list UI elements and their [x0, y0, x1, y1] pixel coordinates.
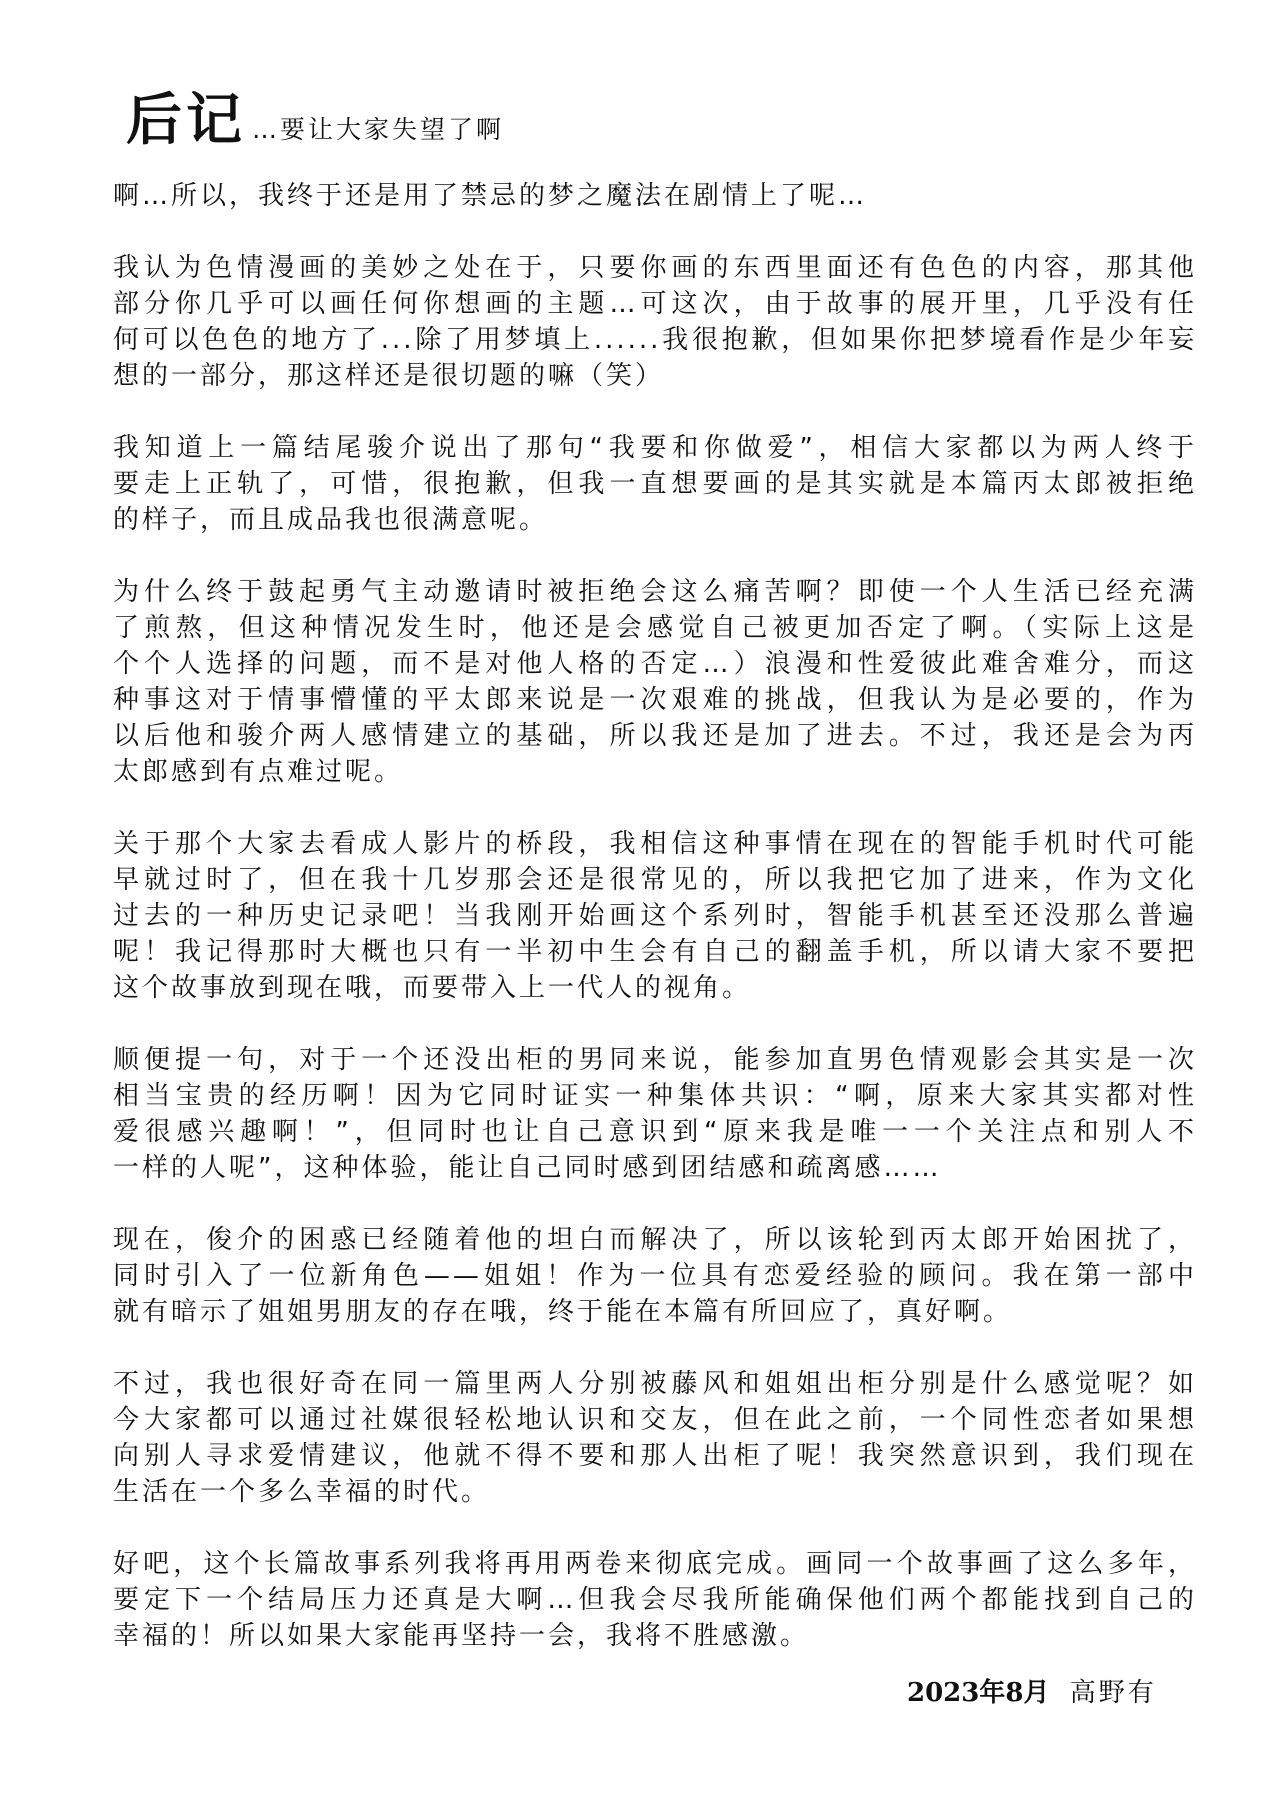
paragraph-line: 关于那个大家去看成人影片的桥段，我相信这种事情在现在的智能手机时代可能 [113, 829, 1197, 859]
paragraph-line: 相当宝贵的经历啊！因为它同时证实一种集体共识：“啊，原来大家其实都对性 [113, 1081, 1197, 1111]
paragraph-line: 生活在一个多么幸福的时代。 [113, 1477, 491, 1507]
paragraph [113, 430, 1197, 538]
paragraph-line: 呢！我记得那时大概也只有一半初中生会有自己的翻盖手机，所以请大家不要把 [113, 937, 1197, 967]
paragraph-line: 这个故事放到现在哦，而要带入上一代人的视角。 [113, 973, 752, 1003]
signature [907, 1675, 1157, 1711]
paragraph [113, 250, 1197, 394]
paragraph-line: 啊…所以，我终于还是用了禁忌的梦之魔法在剧情上了呢… [113, 181, 868, 211]
paragraph-line: 就有暗示了姐姐男朋友的存在哦，终于能在本篇有所回应了，真好啊。 [113, 1297, 1013, 1327]
paragraph [113, 1546, 1197, 1654]
paragraph-line: 早就过时了，但在我十几岁那会还是很常见的，所以我把它加了进来，作为文化 [113, 865, 1197, 895]
paragraph-line: 爱很感兴趣啊！”，但同时也让自己意识到“原来我是唯一一个关注点和别人不 [113, 1117, 1197, 1147]
paragraph-line: 同时引入了一位新角色——姐姐！作为一位具有恋爱经验的顾问。我在第一部中 [113, 1261, 1197, 1291]
paragraph-line: 幸福的！所以如果大家能再坚持一会，我将不胜感激。 [113, 1621, 810, 1651]
page-title: 后记 [126, 87, 246, 153]
paragraph-line: 何可以色色的地方了...除了用梦填上......我很抱歉，但如果你把梦境看作是少年妄 [113, 325, 1197, 355]
paragraph-line: 要走上正轨了，可惜，很抱歉，但我一直想要画的是其实就是本篇丙太郎被拒绝 [113, 469, 1197, 499]
paragraph-line: 个个人选择的问题，而不是对他人格的否定…）浪漫和性爱彼此难舍难分，而这 [113, 649, 1197, 679]
paragraph [113, 1366, 1197, 1510]
paragraph-line: 向别人寻求爱情建议，他就不得不要和那人出柜了呢！我突然意识到，我们现在 [113, 1441, 1197, 1471]
page-heading [126, 78, 505, 153]
paragraph [113, 826, 1197, 1006]
paragraph-line: 不过，我也很好奇在同一篇里两人分别被藤风和姐姐出柜分别是什么感觉呢？如 [113, 1369, 1197, 1399]
paragraph [113, 178, 1197, 214]
paragraph-line: 过去的一种历史记录吧！当我刚开始画这个系列时，智能手机甚至还没那么普遍 [113, 901, 1197, 931]
paragraph-line: 种事这对于情事懵懂的平太郎来说是一次艰难的挑战，但我认为是必要的，作为 [113, 685, 1197, 715]
paragraph-line: 的样子，而且成品我也很满意呢。 [113, 505, 549, 535]
afterword-body [113, 178, 1197, 1690]
paragraph-line: 我认为色情漫画的美妙之处在于，只要你画的东西里面还有色色的内容，那其他 [113, 253, 1197, 283]
signature-date: 2023年8月 [907, 1678, 1050, 1708]
paragraph-line: 了煎熬，但这种情况发生时，他还是会感觉自己被更加否定了啊。（实际上这是 [113, 613, 1197, 643]
paragraph-line: 部分你几乎可以画任何你想画的主题…可这次，由于故事的展开里，几乎没有任 [113, 289, 1197, 319]
paragraph-line: 要定下一个结局压力还真是大啊…但我会尽我所能确保他们两个都能找到自己的 [113, 1585, 1197, 1615]
paragraph-line: 一样的人呢”，这种体验，能让自己同时感到团结感和疏离感…… [113, 1153, 942, 1183]
paragraph-line: 现在，俊介的困惑已经随着他的坦白而解决了，所以该轮到丙太郎开始困扰了， [113, 1225, 1197, 1255]
paragraph-line: 今大家都可以通过社媒很轻松地认识和交友，但在此之前，一个同性恋者如果想 [113, 1405, 1197, 1435]
paragraph-line: 好吧，这个长篇故事系列我将再用两卷来彻底完成。画同一个故事画了这么多年， [113, 1549, 1197, 1579]
page-subtitle: …要让大家失望了啊 [252, 115, 505, 144]
paragraph-line: 我知道上一篇结尾骏介说出了那句“我要和你做爱”，相信大家都以为两人终于 [113, 433, 1197, 463]
signature-author: 高野有 [1069, 1678, 1157, 1708]
paragraph-line: 以后他和骏介两人感情建立的基础，所以我还是加了进去。不过，我还是会为丙 [113, 721, 1197, 751]
paragraph [113, 1042, 1197, 1186]
paragraph-line: 想的一部分，那这样还是很切题的嘛（笑） [113, 361, 665, 391]
paragraph [113, 574, 1197, 790]
paragraph-line: 太郎感到有点难过呢。 [113, 757, 404, 787]
paragraph [113, 1222, 1197, 1330]
paragraph-line: 为什么终于鼓起勇气主动邀请时被拒绝会这么痛苦啊？即使一个人生活已经充满 [113, 577, 1197, 607]
paragraph-line: 顺便提一句，对于一个还没出柜的男同来说，能参加直男色情观影会其实是一次 [113, 1045, 1197, 1075]
